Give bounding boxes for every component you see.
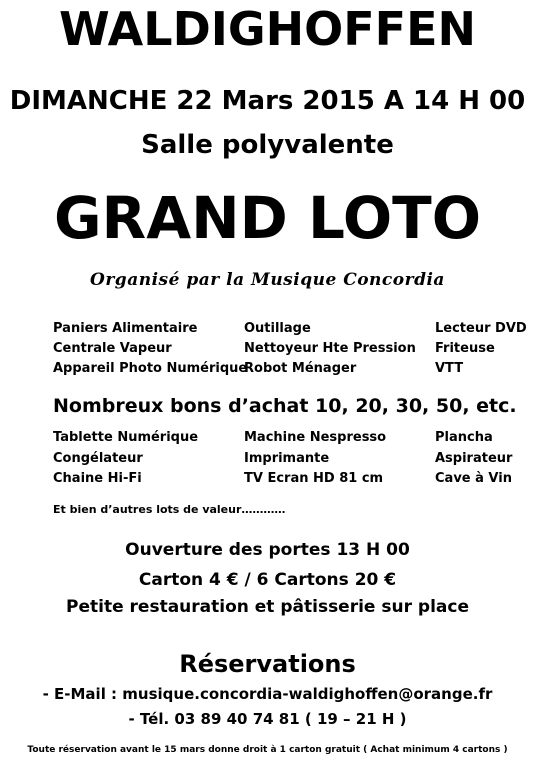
prize-item: Lecteur DVD	[435, 321, 527, 336]
prize-item: Imprimante	[244, 451, 330, 466]
prize-item: Plancha	[435, 430, 493, 445]
more-prizes-line: Et bien d’autres lots de valeur…………	[53, 503, 286, 516]
doors-opening: Ouverture des portes 13 H 00	[125, 540, 410, 560]
prize-item: Appareil Photo Numérique	[53, 361, 248, 376]
prize-item: Robot Ménager	[244, 361, 357, 376]
event-title: GRAND LOTO	[53, 184, 482, 252]
prize-item: Congélateur	[53, 451, 143, 466]
event-date: DIMANCHE 22 Mars 2015 A 14 H 00	[9, 86, 526, 116]
reservation-email: - E-Mail : musique.concordia-waldighoffen@orange.fr	[42, 685, 493, 703]
prize-item: Centrale Vapeur	[53, 341, 172, 356]
reservation-note: Toute réservation avant le 15 mars donne droit à 1 carton gratuit ( Achat minimum 4 cartons )	[27, 745, 508, 755]
prize-item: TV Ecran HD 81 cm	[244, 471, 384, 486]
prize-item: Aspirateur	[435, 451, 513, 466]
prize-item: Cave à Vin	[435, 471, 512, 486]
event-venue: Salle polyvalente	[141, 130, 394, 160]
town-title: WALDIGHOFFEN	[58, 2, 476, 56]
prize-item: Outillage	[244, 321, 311, 336]
prize-item: Chaine Hi-Fi	[53, 471, 142, 486]
prize-item: Paniers Alimentaire	[53, 321, 198, 336]
card-prices: Carton 4 € / 6 Cartons 20 €	[138, 570, 397, 590]
prize-item: Machine Nespresso	[244, 430, 387, 445]
prize-item: Tablette Numérique	[53, 430, 199, 445]
food-info: Petite restauration et pâtisserie sur place	[66, 597, 469, 617]
prize-item: Nettoyeur Hte Pression	[244, 341, 416, 356]
prize-item: VTT	[435, 361, 464, 376]
reservation-phone: - Tél. 03 89 40 74 81 ( 19 – 21 H )	[128, 710, 407, 728]
reservations-title: Réservations	[179, 650, 356, 678]
prize-item: Friteuse	[435, 341, 495, 356]
vouchers-line: Nombreux bons d’achat 10, 20, 30, 50, etc.	[53, 395, 517, 417]
organizer-line: Organisé par la Musique Concordia	[90, 270, 445, 290]
